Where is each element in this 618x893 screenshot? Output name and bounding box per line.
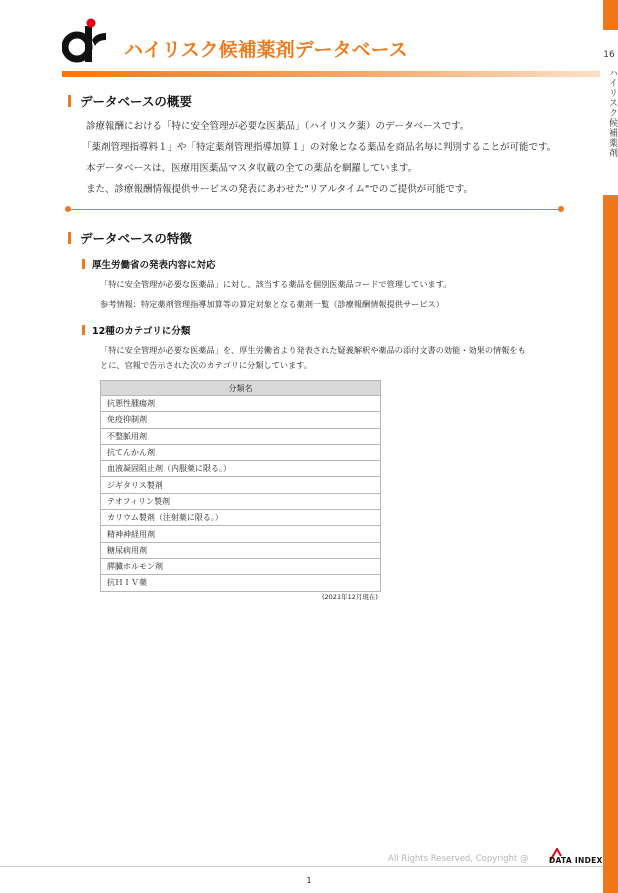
overview-line-2: 「薬剤管理指導料１」や「特定薬剤管理指導加算１」の対象となる薬品を商品名毎に判別することが可能です。 bbox=[82, 142, 557, 153]
table-header: 分類名 bbox=[101, 381, 381, 396]
table-row: 血液凝固阻止剤（内服薬に限る。） bbox=[101, 461, 381, 477]
section-divider bbox=[68, 209, 561, 210]
section-features-heading: データベースの特徴 bbox=[68, 229, 192, 247]
overview-line-3: 本データベースは、医療用医薬品マスタ収載の全ての薬品を網羅しています。 bbox=[86, 163, 418, 174]
table-row: 免疫抑制剤 bbox=[101, 412, 381, 428]
table-row: 膵臓ホルモン剤 bbox=[101, 558, 381, 574]
feature-mhlw-line-1: 「特に安全管理が必要な医薬品」に対し、該当する薬品を個別医薬品コードで管理しています。 bbox=[100, 279, 452, 289]
feature-category-heading: 12種のカテゴリに分類 bbox=[82, 323, 190, 337]
feature-mhlw-heading: 厚生労働省の発表内容に対応 bbox=[82, 257, 216, 271]
category-table bbox=[100, 380, 381, 592]
data-index-brand: DATA INDEX bbox=[549, 856, 603, 865]
table-row: ジギタリス製剤 bbox=[101, 477, 381, 493]
table-row: 抗悪性腫瘍剤 bbox=[101, 396, 381, 412]
side-accent-bar-bottom bbox=[603, 195, 618, 893]
table-row: カリウム製剤（注射薬に限る。） bbox=[101, 510, 381, 526]
page-number: 1 bbox=[306, 876, 312, 885]
feature-mhlw-line-2: 参考情報：特定薬剤管理指導加算等の算定対象となる薬剤一覧（診療報酬情報提供サービス） bbox=[100, 299, 444, 309]
overview-line-4: また、診療報酬情報提供サービスの発表にあわせた"リアルタイム"でのご提供が可能です。 bbox=[86, 184, 474, 195]
table-row: 精神神経用剤 bbox=[101, 526, 381, 542]
company-logo-icon bbox=[62, 18, 108, 64]
section-overview-heading: データベースの概要 bbox=[68, 92, 192, 110]
footer-divider bbox=[0, 866, 603, 867]
title-underline bbox=[62, 71, 600, 77]
overview-line-1: 診療報酬における「特に安全管理が必要な医薬品」（ハイリスク薬）のデータベースです。 bbox=[86, 121, 470, 132]
divider-dot-right bbox=[558, 206, 564, 212]
table-row: テオフィリン製剤 bbox=[101, 493, 381, 509]
table-row: 糖尿病用剤 bbox=[101, 542, 381, 558]
side-accent-bar-top bbox=[603, 0, 618, 30]
table-row: 抗ＨＩＶ薬 bbox=[101, 575, 381, 591]
table-date-note: (2021年12月現在) bbox=[322, 593, 378, 601]
feature-category-line-2: とに、官報で告示された次のカテゴリに分類しています。 bbox=[100, 360, 312, 370]
copyright-text: All Rights Reserved, Copyright @ bbox=[388, 854, 529, 864]
page-title: ハイリスク候補薬剤データベース bbox=[124, 39, 408, 61]
feature-category-line-1: 「特に安全管理が必要な医薬品」を、厚生労働省より発表された疑義解釈や薬品の添付文書の効能・効果の情報をも bbox=[100, 345, 526, 355]
side-page-index: 16 bbox=[603, 50, 615, 60]
table-row: 不整脈用剤 bbox=[101, 428, 381, 444]
side-section-label: ハイリスク候補薬剤 bbox=[607, 68, 617, 158]
table-row: 抗てんかん剤 bbox=[101, 444, 381, 460]
